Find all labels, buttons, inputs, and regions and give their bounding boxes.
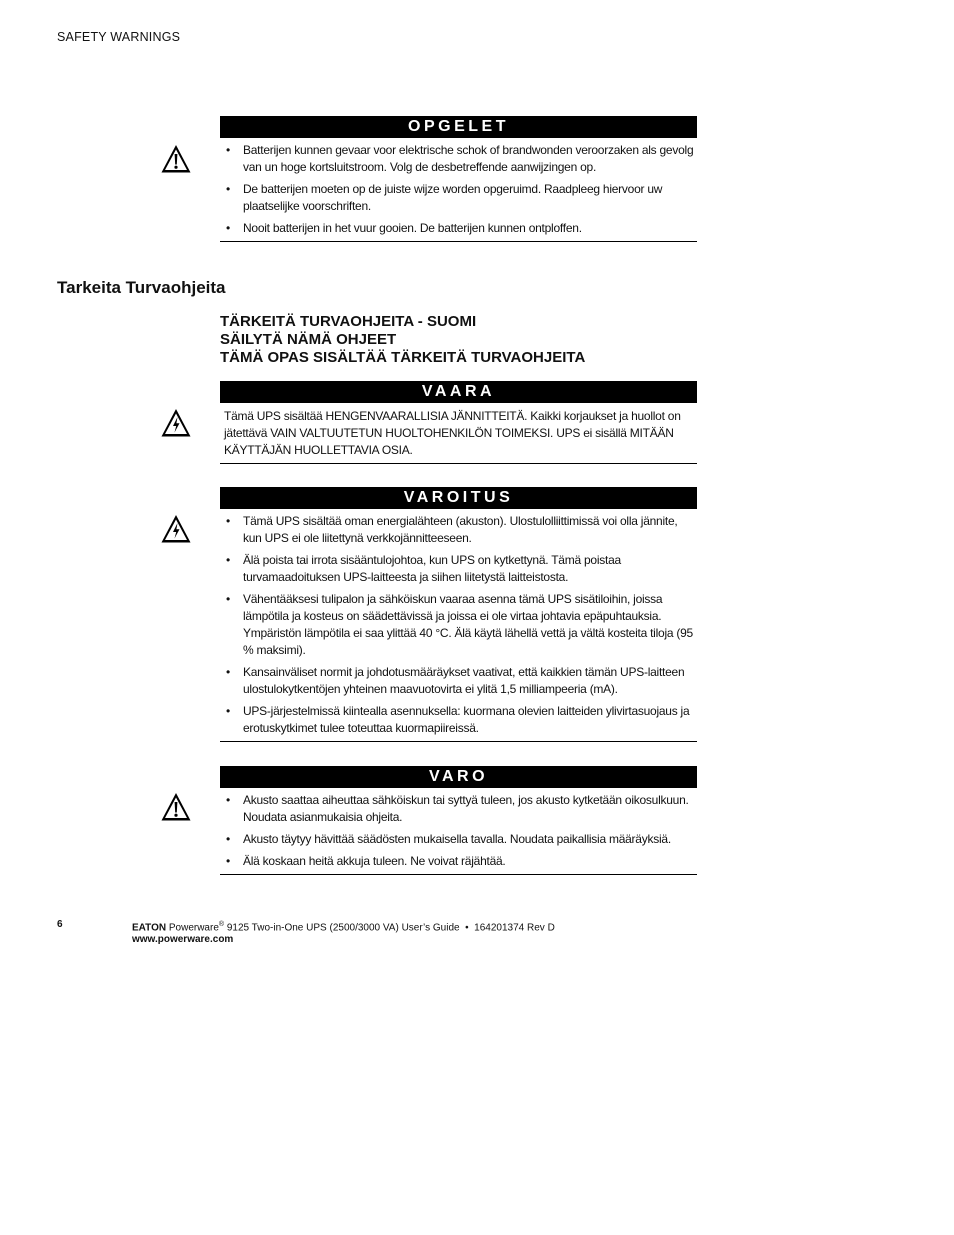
vaara-title: VAARA — [220, 381, 697, 403]
footer-brand: EATON — [132, 922, 167, 934]
list-item: • Vähentääksesi tulipalon ja sähköiskun vaaraa asenna tämä UPS sisätiloihin, joissa lämpötila ja kosteus on säädettävissä ja joissa ei ole virtaa johtavia epäpuhtauksia. Ympäristön lämpötila ei saa ylittää 40 °C. Älä käytä lähellä vettä ja vältä kosteita tiloja (95 % maksimi). — [220, 591, 697, 659]
footer-info — [132, 919, 555, 946]
exclamation-triangle-icon — [160, 143, 192, 175]
varo-title: VARO — [220, 766, 697, 788]
varoitus-title: VAROITUS — [220, 487, 697, 509]
high-voltage-triangle-icon — [160, 407, 192, 439]
safety-heading: TÄMÄ OPAS SISÄLTÄÄ TÄRKEITÄ TURVAOHJEITA — [220, 349, 586, 366]
vaara-text: Tämä UPS sisältää HENGENVAARALLISIA JÄNNITTEITÄ. Kaikki korjaukset ja huollot on jätettävä VAIN VALTUUTETUN HUOLTOHENKILÖN TOIMEKSI. UPS ei sisällä MITÄÄN KÄYTTÄJÄN HUOLLETTAVIA OSIA. — [220, 403, 697, 464]
footer-product-details: 9125 Two-in-One UPS (2500/3000 VA) User’s Guide • 164201374 Rev D — [224, 922, 555, 934]
footer-product: Powerware — [168, 922, 219, 934]
safety-headings — [220, 313, 585, 367]
list-item: • Akusto täytyy hävittää säädösten mukaisella tavalla. Noudata paikallisia määräyksiä. — [220, 831, 697, 848]
opgelet-title: OPGELET — [220, 116, 697, 138]
running-header: SAFETY WARNINGS — [57, 30, 181, 44]
list-item: • Akusto saattaa aiheuttaa sähköiskun tai syttyä tuleen, jos akusto kytketään oikosulkuun. Noudata asianmukaisia ohjeita. — [220, 792, 697, 826]
list-item: • De batterijen moeten op de juiste wijze worden opgeruimd. Raadpleeg hiervoor uw plaatselijke voorschriften. — [220, 181, 697, 215]
varo-list — [220, 788, 697, 875]
list-item: • Älä koskaan heitä akkuja tuleen. Ne voivat räjähtää. — [220, 853, 697, 870]
high-voltage-triangle-icon — [160, 513, 192, 545]
list-item: • Tämä UPS sisältää oman energialähteen (akuston). Ulostulolliittimissä voi olla jännite, kun UPS ei ole liitettynä verkkojännitteeseen. — [220, 513, 697, 547]
list-item: • UPS-järjestelmissä kiintealla asennuksella: kuormana olevien laitteiden ylivirtasuojaus ja erotuskytkimet tulee toteuttaa kuormapiireissä. — [220, 703, 697, 737]
safety-heading: SÄILYTÄ NÄMÄ OHJEET — [220, 331, 397, 348]
list-item: • Batterijen kunnen gevaar voor elektrische schok of brandwonden veroorzaken als gevolg van un hoge kortsluitstroom. Volg de desbetreffende aanwijzingen op. — [220, 142, 697, 176]
varo-notice — [220, 766, 697, 875]
safety-heading: TÄRKEITÄ TURVAOHJEITA - SUOMI — [220, 313, 477, 330]
list-item: • Nooit batterijen in het vuur gooien. De batterijen kunnen ontploffen. — [220, 220, 697, 237]
section-title: Tarkeita Turvaohjeita — [57, 278, 226, 297]
varoitus-notice — [220, 487, 697, 742]
list-item: • Älä poista tai irrota sisääntulojohtoa, kun UPS on kytkettynä. Tämä poistaa turvamaadoituksen UPS-laitteesta ja siihen liitetystä laitteistosta. — [220, 552, 697, 586]
opgelet-list — [220, 138, 697, 242]
footer-website: www.powerware.com — [132, 934, 234, 946]
opgelet-notice — [220, 116, 697, 242]
varoitus-list — [220, 509, 697, 742]
exclamation-triangle-icon — [160, 791, 192, 823]
vaara-notice — [220, 381, 697, 464]
page-number: 6 — [57, 919, 63, 930]
footer-registered-mark: ® — [218, 921, 225, 928]
list-item: • Kansainväliset normit ja johdotusmääräykset vaativat, että kaikkien tämän UPS-laitteen ulostulokytkentöjen yhteinen maavuotovirta ei ylitä 1,5 milliampeeria (mA). — [220, 664, 697, 698]
